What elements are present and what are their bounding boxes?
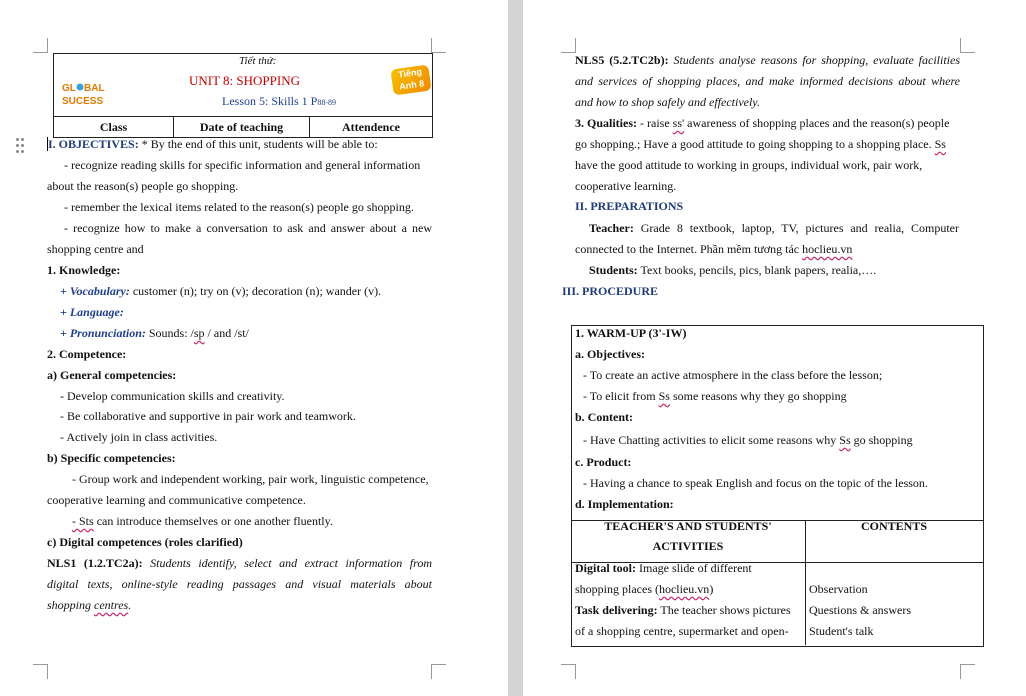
general-item-3: - Actively join in class activities. <box>60 430 218 444</box>
specific-item-2: - Sts can introduce themselves or one another fluently. <box>72 514 333 528</box>
nls5-line-1: NLS5 (5.2.TC2b): Students analyse reasons for shopping, evaluate facilities <box>575 53 960 67</box>
qualities-line-3: have the good attitude to working in groups, individual work, pair work, <box>575 158 923 172</box>
objectives-heading: I. OBJECTIVES: <box>48 137 139 151</box>
document-page-right <box>523 0 1026 696</box>
hoclieu-link-2[interactable]: hoclieu.vn <box>658 582 710 596</box>
nls5-line-2: and services of shopping places, and make informed decisions about where <box>575 74 960 88</box>
drag-handle-icon[interactable] <box>16 138 24 156</box>
teacher-line-2: connected to the Internet. Phần mềm tương tác hoclieu.vn <box>575 242 853 256</box>
vocabulary-line: + Vocabulary: customer (n); try on (v); decoration (n); wander (v). <box>60 284 382 298</box>
knowledge-heading: 1. Knowledge: <box>47 263 121 277</box>
warmup-product-heading: c. Product: <box>575 455 632 469</box>
table-divider <box>805 520 806 645</box>
warmup-product-text: - Having a chance to speak English and focus on the topic of the lesson. <box>583 476 928 490</box>
page-corner-mark <box>960 38 975 53</box>
pronunciation-line: + Pronunciation: Sounds: /sp / and /st/ <box>60 326 249 340</box>
tieng-anh-8-logo: Tiếng Anh 8 <box>390 64 431 95</box>
nls5-line-3: and how to shop safely and effectively. <box>575 95 760 109</box>
general-item-2: - Be collaborative and supportive in pair work and teamwork. <box>60 409 356 423</box>
warmup-content-heading: b. Content: <box>575 410 634 424</box>
page-corner-mark <box>431 664 446 679</box>
lesson-title: Lesson 5: Skills 1 P88-89 <box>222 94 337 108</box>
activities-column-header-2: ACTIVITIES <box>652 539 724 553</box>
page-gutter <box>508 0 523 696</box>
svg-text:BAL: BAL <box>84 83 105 94</box>
objective-2: - remember the lexical items related to the reason(s) people go shopping. <box>64 200 414 214</box>
date-header: Date of teaching <box>174 117 310 138</box>
nls1-line-1: NLS1 (1.2.TC2a): Students identify, select and extract information from <box>47 556 432 570</box>
page-corner-mark <box>960 664 975 679</box>
specific-item-1a: - Group work and independent working, pair work, linguistic competence, <box>72 472 429 486</box>
objectives-line <box>47 134 378 155</box>
specific-item-1b: cooperative learning and communicative competence. <box>47 493 306 507</box>
svg-text:SUCESS: SUCESS <box>62 96 104 107</box>
qualities-line-2: go shopping.; Have a good attitude to going shopping to a shopping place. Ss <box>575 137 946 151</box>
objective-3a: - recognize how to make a conversation to ask and answer about a new <box>64 221 432 235</box>
hoclieu-link[interactable]: hoclieu.vn <box>802 242 853 256</box>
page-corner-mark <box>561 664 576 679</box>
header-title-cell <box>54 54 433 117</box>
content-item-observation: Observation <box>809 582 868 596</box>
specific-competencies-heading: b) Specific competencies: <box>47 451 176 465</box>
global-success-logo <box>60 80 105 110</box>
objective-1a: - recognize reading skills for specific information and general information <box>64 158 421 172</box>
content-item-qa: Questions & answers <box>809 603 911 617</box>
document-page-left <box>0 0 508 696</box>
svg-text:GL: GL <box>62 83 76 94</box>
qualities-line-1: 3. Qualities: - raise ss' awareness of shopping places and the reason(s) people <box>575 116 950 130</box>
digital-tool-line-2: shopping places (hoclieu.vn) <box>575 582 714 596</box>
nls1-line-2: digital texts, online-style reading passages and visual materials about <box>47 577 432 591</box>
general-competencies-heading: a) General competencies: <box>47 368 177 382</box>
digital-competences-heading: c) Digital competences (roles clarified) <box>47 535 243 549</box>
objective-1b: about the reason(s) people go shopping. <box>47 179 239 193</box>
warmup-objective-2: - To elicit from Ss some reasons why they go shopping <box>583 389 847 403</box>
class-header: Class <box>54 117 174 138</box>
activities-column-header-1: TEACHER'S AND STUDENTS' <box>604 519 772 533</box>
page-corner-mark <box>33 664 48 679</box>
task-delivering-line-2: of a shopping centre, supermarket and open- <box>575 624 789 638</box>
objective-3b: shopping centre and <box>47 242 144 256</box>
lesson-header-table <box>53 53 433 138</box>
task-delivering-line-1: Task delivering: The teacher shows pictures <box>575 603 791 617</box>
nls1-line-3: shopping centres. <box>47 598 132 612</box>
teacher-line-1: Teacher: Grade 8 textbook, laptop, TV, pictures and realia, Computer <box>589 221 959 235</box>
general-item-1: - Develop communication skills and creativity. <box>60 389 285 403</box>
unit-title: UNIT 8: SHOPPING <box>189 73 300 88</box>
contents-column-header: CONTENTS <box>860 519 928 533</box>
attendance-header: Attendence <box>310 117 433 138</box>
qualities-line-4: cooperative learning. <box>575 179 677 193</box>
warmup-objectives-heading: a. Objectives: <box>575 347 645 361</box>
page-corner-mark <box>33 38 48 53</box>
objectives-intro: * By the end of this unit, students will be able to: <box>138 137 378 151</box>
warmup-objective-1: - To create an active atmosphere in the class before the lesson; <box>583 368 883 382</box>
students-line: Students: Text books, pencils, pics, blank papers, realia,…. <box>589 263 877 277</box>
procedure-heading: III. PROCEDURE <box>562 284 659 298</box>
preparations-heading: II. PREPARATIONS <box>575 199 684 213</box>
warmup-heading: 1. WARM-UP (3'-IW) <box>575 326 687 340</box>
competence-heading: 2. Competence: <box>47 347 127 361</box>
warmup-implementation-heading: d. Implementation: <box>575 497 674 511</box>
tiet-label: Tiết thứ: <box>239 55 277 67</box>
page-corner-mark <box>431 38 446 53</box>
page-corner-mark <box>561 38 576 53</box>
content-item-talk: Student's talk <box>809 624 874 638</box>
digital-tool-line-1: Digital tool: Image slide of different <box>575 561 752 575</box>
warmup-content-text: - Have Chatting activities to elicit some reasons why Ss go shopping <box>583 433 913 447</box>
language-line: + Language: <box>60 305 124 319</box>
